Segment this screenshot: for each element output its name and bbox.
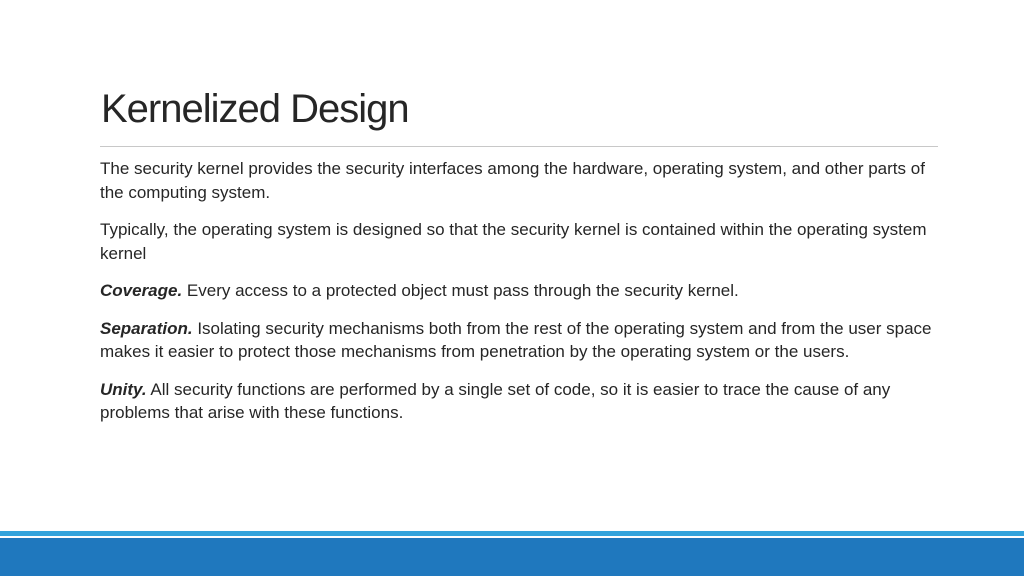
- paragraph-typical: [100, 218, 938, 265]
- footer-band-thick: [0, 538, 1024, 576]
- term-separation: Separation.: [100, 318, 193, 338]
- paragraph-text: All security functions are performed by a single set of code, so it is easier to trace the cause of any problems that arise with these functions.: [100, 379, 891, 422]
- slide-title: Kernelized Design: [101, 87, 409, 131]
- paragraph-coverage: [100, 279, 938, 303]
- paragraph-text: Isolating security mechanisms both from the rest of the operating system and from the user space makes it easier to protect those mechanisms from penetration by the operating system or the users.: [100, 318, 932, 361]
- paragraph-text: Typically, the operating system is designed so that the security kernel is contained within the operating system kernel: [100, 220, 927, 263]
- paragraph-separation: [100, 317, 938, 364]
- paragraph-intro: [100, 157, 938, 204]
- term-coverage: Coverage.: [100, 281, 183, 300]
- paragraph-text: The security kernel provides the security interfaces among the hardware, operating system, and other parts of the computing system.: [100, 159, 925, 202]
- title-divider: [100, 146, 938, 147]
- paragraph-unity: [100, 378, 938, 425]
- slide-body: [100, 157, 938, 439]
- paragraph-text: Every access to a protected object must pass through the security kernel.: [182, 281, 739, 300]
- term-unity: Unity.: [100, 379, 147, 399]
- footer-band-thin: [0, 531, 1024, 536]
